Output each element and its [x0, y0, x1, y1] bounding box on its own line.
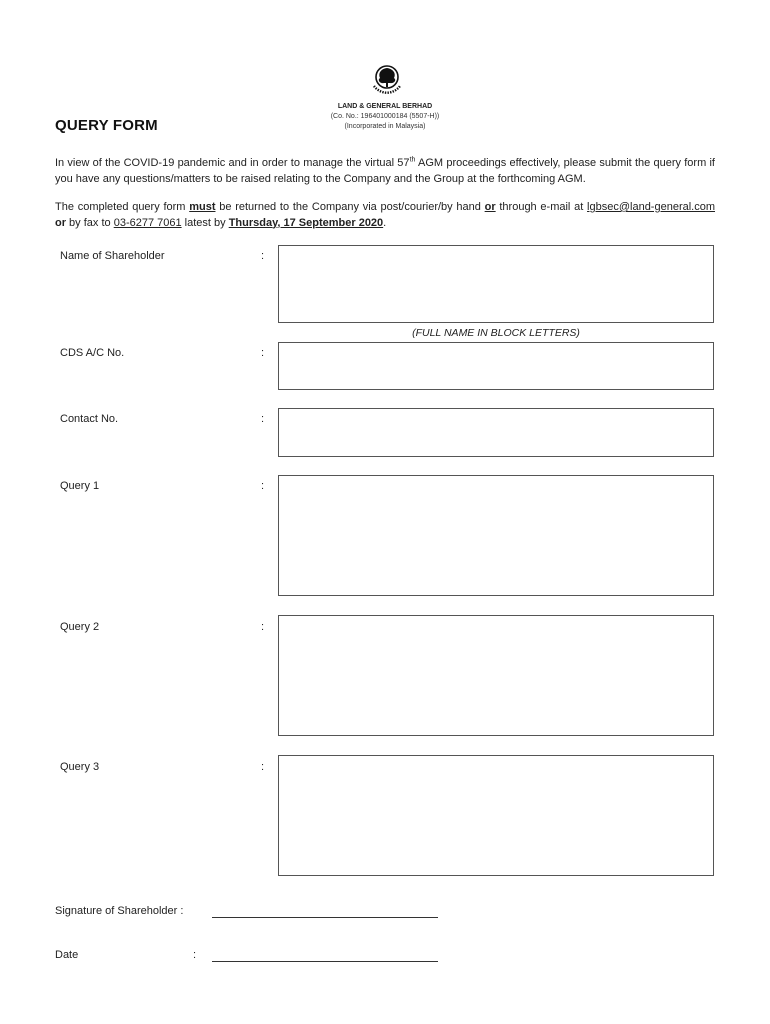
query2-colon: :	[261, 621, 265, 633]
form-title: QUERY FORM	[55, 117, 158, 134]
cds-field[interactable]	[278, 342, 714, 390]
ordinal-suffix: th	[409, 156, 416, 164]
query3-colon: :	[261, 761, 265, 773]
date-label: Date	[55, 949, 79, 961]
company-name: LAND & GENERAL BERHAD	[337, 103, 433, 110]
emphasis-or: or	[484, 201, 496, 213]
query3-label: Query 3	[60, 761, 100, 773]
instr-text-b: be returned to the Company via post/courier/by hand	[215, 201, 485, 213]
tree-logo-icon	[366, 58, 408, 100]
contact-colon: :	[261, 413, 265, 425]
intro-paragraph	[55, 156, 715, 187]
signature-label: Signature of Shareholder :	[55, 905, 184, 917]
intro-text-a: In view of the COVID-19 pandemic and in order to manage the virtual 57	[55, 157, 410, 169]
instructions-paragraph	[55, 200, 715, 231]
name-colon: :	[261, 250, 265, 262]
contact-label: Contact No.	[60, 413, 119, 425]
instr-text-c: through e-mail at	[495, 201, 588, 213]
query2-field[interactable]	[278, 615, 714, 736]
instr-text-e: by fax to	[66, 216, 114, 229]
company-logo	[366, 58, 408, 100]
query1-colon: :	[261, 480, 265, 492]
deadline-date: Thursday, 17 September 2020	[228, 216, 384, 229]
name-label: Name of Shareholder	[60, 250, 165, 262]
instr-text-f: latest by	[181, 216, 229, 229]
date-colon: :	[193, 949, 197, 961]
incorporation-note: (Incorporated in Malaysia)	[344, 123, 426, 130]
query1-field[interactable]	[278, 475, 714, 596]
contact-field[interactable]	[278, 408, 714, 457]
name-hint: (FULL NAME IN BLOCK LETTERS)	[412, 327, 580, 339]
cds-label: CDS A/C No.	[60, 347, 125, 359]
date-line[interactable]	[212, 961, 438, 962]
fax-number: 03-6277 7061	[113, 216, 182, 229]
query3-field[interactable]	[278, 755, 714, 876]
intro-text-b: AGM proceedings effectively, please submit the query form if you have any questions/matters to be raised relating to the Company and the Group at the forthcoming AGM.	[55, 157, 715, 185]
emphasis-or-2: or	[55, 216, 66, 229]
query1-label: Query 1	[60, 480, 100, 492]
company-number: (Co. No.: 196401000184 (5507-H))	[330, 113, 440, 120]
instr-text-a: The completed query form	[55, 201, 190, 213]
company-header	[300, 102, 470, 132]
email-link[interactable]: lgbsec@land-general.com	[587, 201, 716, 213]
cds-colon: :	[261, 347, 265, 359]
instr-text-g: .	[383, 216, 387, 229]
signature-line[interactable]	[212, 917, 438, 918]
query2-label: Query 2	[60, 621, 100, 633]
emphasis-must: must	[189, 201, 216, 213]
name-field[interactable]	[278, 245, 714, 323]
